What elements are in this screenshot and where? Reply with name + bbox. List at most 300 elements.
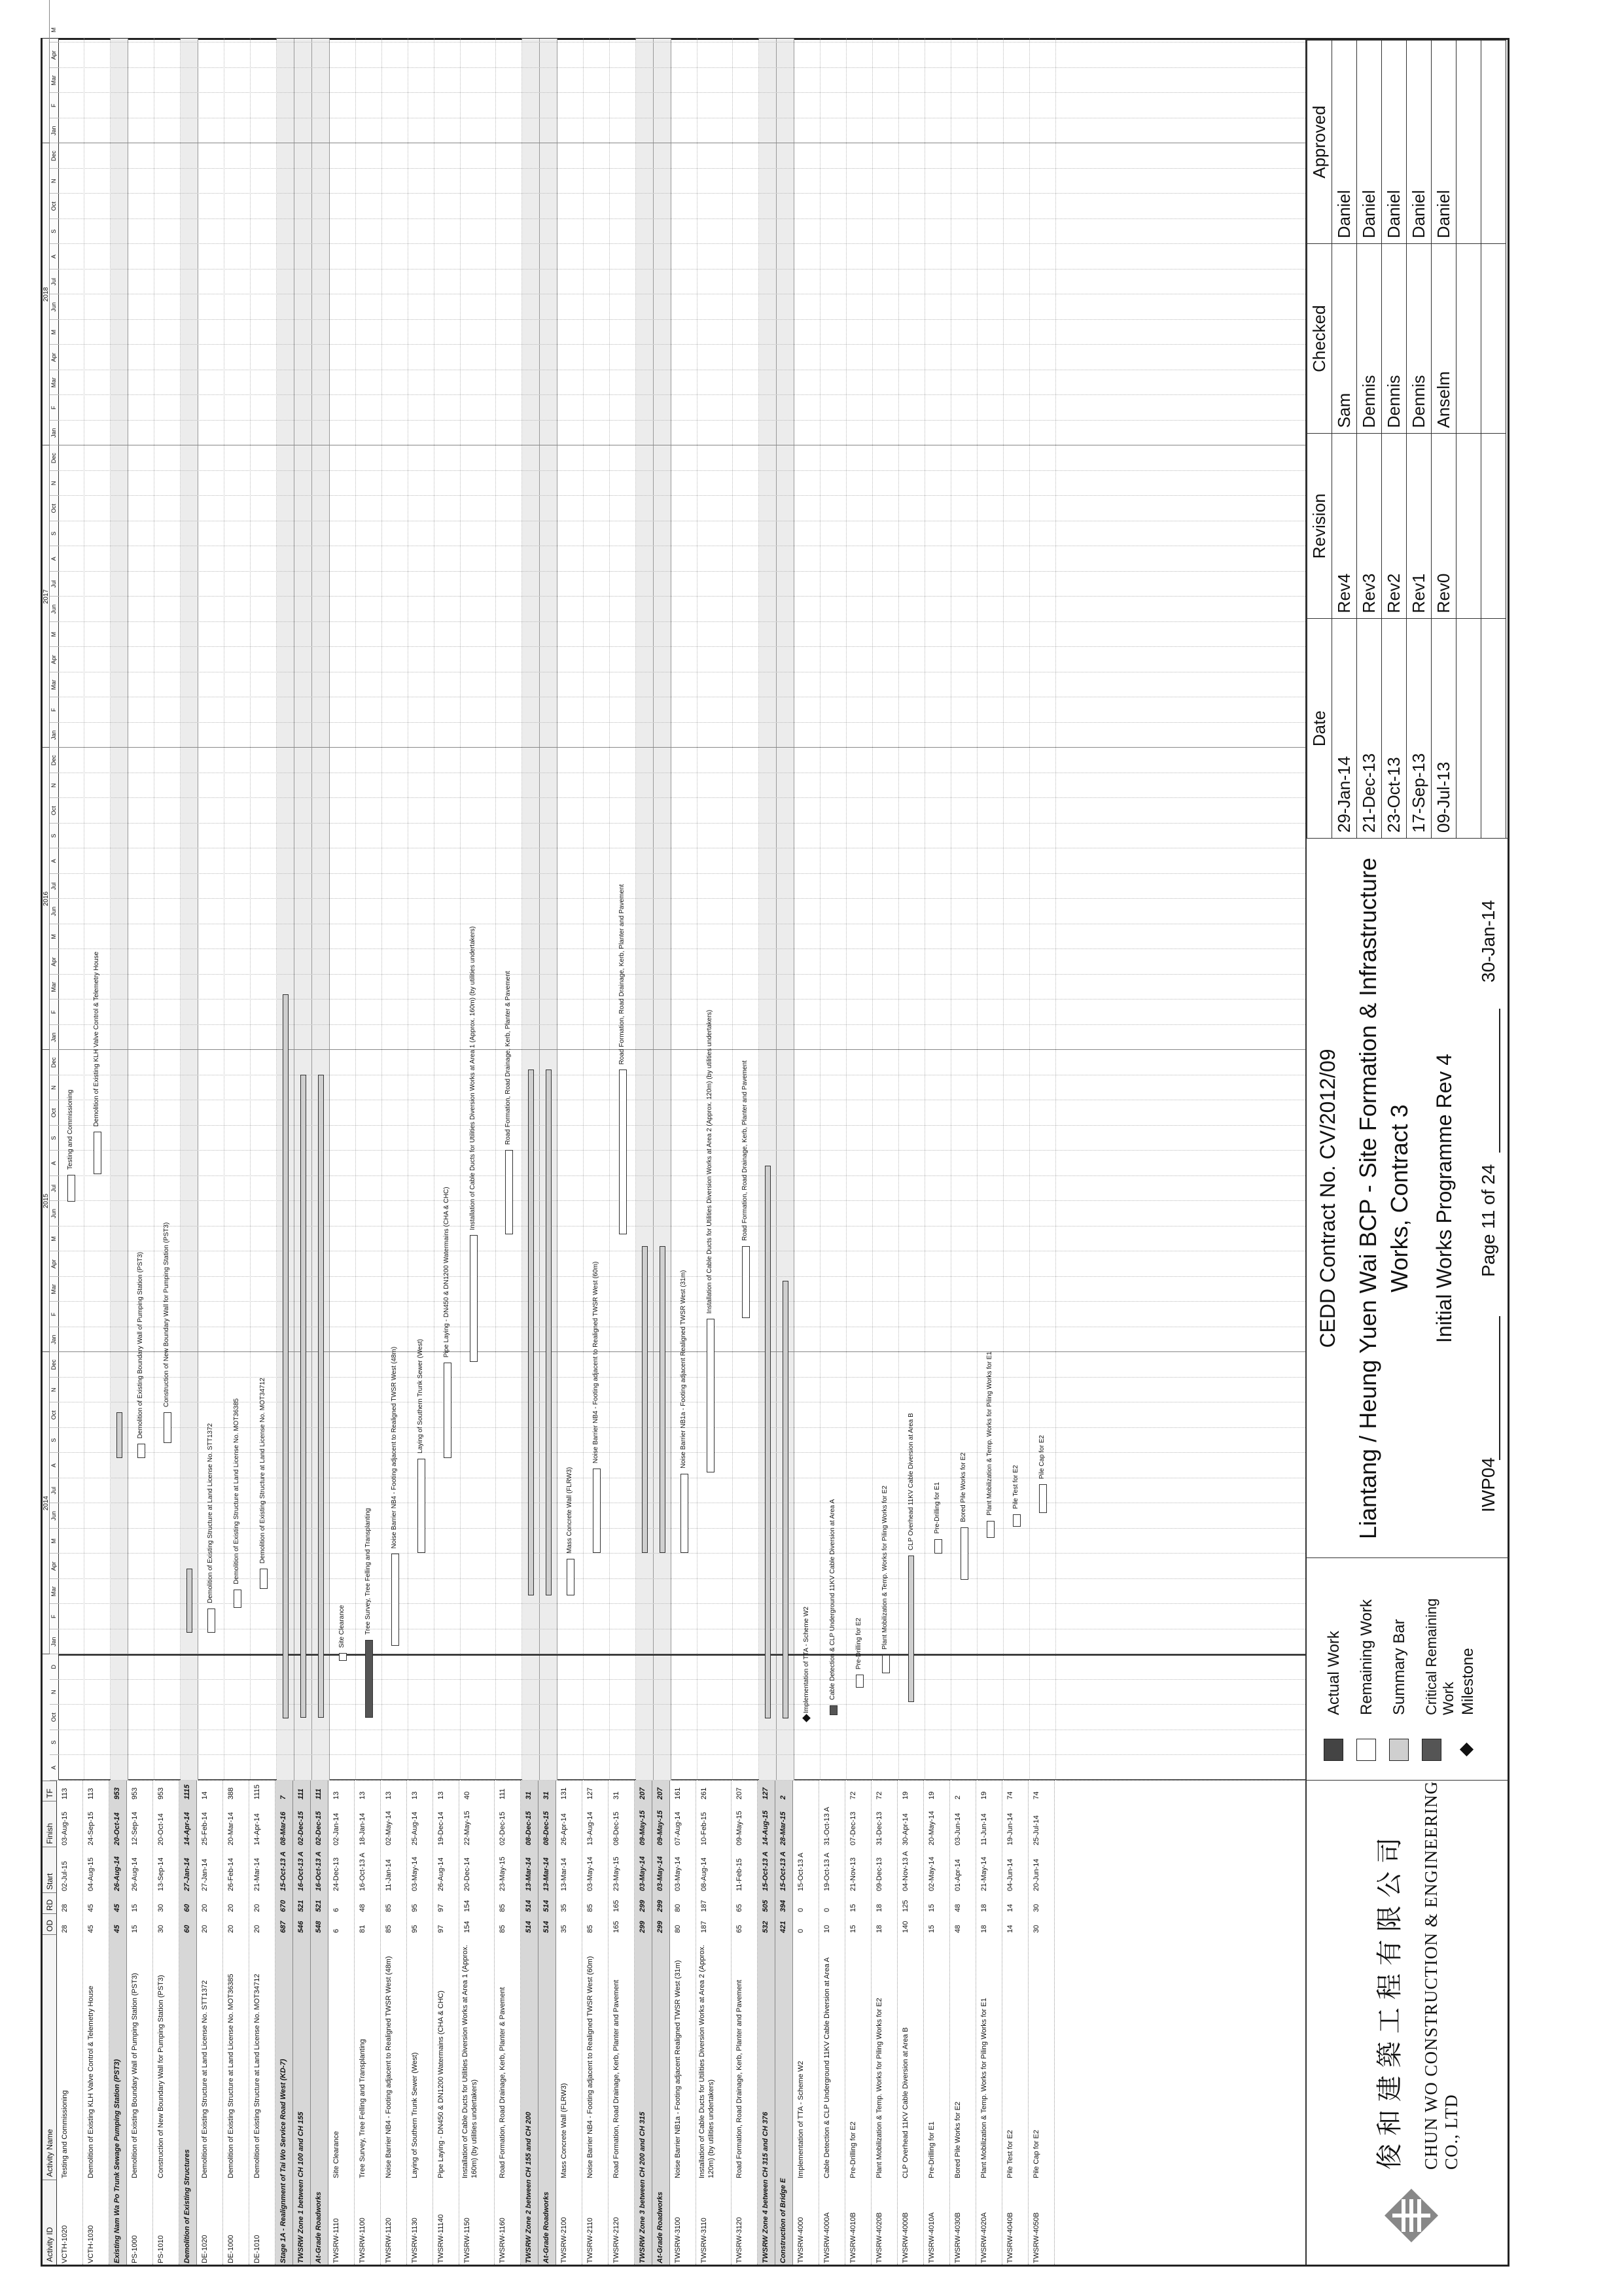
gridline (58, 143, 1305, 144)
cell-od: 140 (902, 1921, 909, 1933)
cell-tf: 72 (875, 1791, 883, 1800)
cell-tf: 72 (849, 1791, 857, 1800)
cell-tf: 953 (131, 1787, 139, 1800)
cell-tf: 31 (612, 1791, 620, 1800)
bar-label: Noise Barrier NB4 - Footing adjacent to Realigned TWSR West (60m) (592, 1261, 599, 1464)
print-date: 30-Jan-14 (1478, 899, 1498, 983)
timescale-month: M (50, 622, 58, 648)
col-header-activity-id: Activity ID (43, 2180, 57, 2265)
cell-od: 81 (359, 1924, 366, 1933)
cell-finish: 31-Dec-13 (875, 1811, 883, 1845)
timescale-month: Apr (50, 648, 58, 673)
gridline (58, 1175, 1305, 1176)
activity-row (556, 1781, 582, 2265)
timescale-month: A (50, 245, 58, 270)
rev-cell-checked: Sam (1332, 244, 1357, 434)
rev-cell-approved: Daniel (1432, 41, 1456, 244)
cell-tf: 111 (499, 1788, 506, 1800)
activity-bar (260, 1569, 268, 1588)
cell-start: 21-Nov-13 (849, 1857, 857, 1891)
summary-bar (528, 1070, 534, 1595)
gantt-row (84, 39, 111, 1781)
activity-bar (680, 1474, 688, 1553)
bar-label: Site Clearance (338, 1605, 345, 1648)
summary-bar (116, 1412, 122, 1458)
rev-cell-date: 09-Jul-13 (1432, 619, 1456, 839)
cell-od: 30 (1033, 1924, 1040, 1933)
cell-tf: 2 (954, 1795, 962, 1800)
cell-tf: 31 (525, 1791, 533, 1800)
gantt-row (697, 39, 733, 1781)
cell-tf: 388 (227, 1787, 235, 1800)
timescale-month: F (50, 1302, 58, 1328)
revision-header-row (1307, 41, 1332, 839)
timescale-month: Apr (50, 1554, 58, 1580)
cell-finish: 20-May-14 (928, 1811, 936, 1845)
gridline (58, 1050, 1305, 1051)
cell-od: 0 (797, 1928, 805, 1933)
gantt-row (978, 39, 1004, 1781)
summary-bar (318, 1075, 324, 1718)
cell-name: Site Clearance (332, 2131, 340, 2178)
cell-od: 85 (499, 1924, 506, 1933)
revision-row (1407, 41, 1432, 839)
rev-col-date: Date (1307, 619, 1332, 839)
bar-label: Noise Barrier NB1a - Footing adjacent Realigned TWSR West (31m) (680, 1270, 687, 1469)
cell-tf: 14 (201, 1791, 209, 1800)
cell-rd: 187 (700, 1900, 708, 1912)
cell-id: VCTH-1030 (87, 2225, 95, 2263)
cell-tf (819, 1781, 823, 1800)
bar-label: Road Formation, Road Drainage, Kerb, Planter & Pavement (504, 971, 512, 1145)
bar-label: Tree Survey, Tree Felling and Transplanting (364, 1508, 372, 1635)
gridline (58, 1780, 1305, 1781)
activity-row (355, 1781, 381, 2265)
cell-od: 65 (735, 1924, 743, 1933)
gridline (58, 697, 1305, 698)
cell-finish: 07-Aug-14 (674, 1811, 682, 1845)
wbs-band-row (652, 1781, 670, 2265)
bar-label: Road Formation, Road Drainage, Kerb, Planter and Pavement (741, 1060, 749, 1241)
cell-start: 03-May-14 (656, 1856, 664, 1891)
gridline (58, 546, 1305, 547)
bar-label: Plant Mobilization & Temp. Works for Piling Works for E1 (986, 1351, 993, 1516)
timescale-month: S (50, 824, 58, 849)
cell-name: Pre-Drilling for E2 (849, 2121, 857, 2178)
cell-start: 13-Sep-14 (157, 1857, 165, 1891)
cell-name: Noise Barrier NB1a - Footing adjacent Realigned TWSR West (31m) (674, 1960, 682, 2178)
cell-rd: 65 (735, 1904, 743, 1912)
legend-label-milestone: Milestone (1459, 1648, 1477, 1715)
cell-tf: 13 (359, 1791, 366, 1800)
timescale-month: Jan (50, 723, 58, 748)
cell-rd: 20 (227, 1904, 235, 1912)
legend-critical-work (1418, 1565, 1456, 1761)
bar-label: Pile Test for E2 (1012, 1465, 1019, 1509)
rev-cell-approved: Daniel (1407, 41, 1432, 244)
gantt-chart (43, 27, 1305, 1781)
cell-start: 27-Jan-14 (201, 1858, 209, 1891)
cell-rd: 48 (954, 1904, 962, 1912)
cell-tf: 207 (639, 1787, 646, 1800)
cell-rd: 521 (297, 1900, 305, 1912)
rev-cell-approved: Daniel (1357, 41, 1382, 244)
activity-bar (856, 1675, 864, 1688)
cell-finish: 02-May-14 (385, 1811, 393, 1845)
cell-od: 85 (385, 1924, 393, 1933)
rev-cell-checked: Dennis (1382, 244, 1407, 434)
activity-row (582, 1781, 609, 2265)
cell-id: TWSRW-3100 (674, 2217, 682, 2263)
rev-cell-date: 29-Jan-14 (1332, 619, 1357, 839)
activity-row (670, 1781, 696, 2265)
cell-finish: 20-Oct-14 (157, 1813, 165, 1845)
timescale-month: F (50, 1000, 58, 1026)
activity-bar (707, 1319, 715, 1472)
cell-finish: 09-May-15 (639, 1810, 646, 1845)
gridline (58, 1125, 1305, 1126)
timescale-month: Jan (50, 1025, 58, 1051)
bar-label: Pre-Drilling for E1 (934, 1482, 941, 1534)
wbs-band-row (758, 1781, 775, 2265)
col-header-rd: RD (43, 1892, 57, 1913)
timescale-month: S (50, 1126, 58, 1151)
cell-rd: 514 (542, 1900, 550, 1912)
activity-row (127, 1781, 153, 2265)
cell-id: TWSRW-4040B (1006, 2212, 1014, 2263)
cell-start: 03-May-14 (586, 1856, 594, 1891)
timescale-month: Mar (50, 975, 58, 1000)
gridline (58, 269, 1305, 270)
cell-rd: 97 (437, 1904, 445, 1912)
cell-finish: 09-May-15 (656, 1810, 664, 1845)
cell-start: 04-Nov-13 A (902, 1851, 909, 1891)
bar-label: Installation of Cable Ducts for Utilities Diversion Works at Area 1 (Approx. 160m) (by utilities undertakers) (469, 926, 476, 1230)
cell-id: Construction of Bridge E (779, 2178, 787, 2263)
cell-rd: 6 (332, 1907, 340, 1912)
cell-tf: 19 (928, 1791, 936, 1800)
cell-od: 14 (1006, 1924, 1014, 1933)
cell-id: Stage 1A - Realignment of Tai Wo Service Road West (KD-7) (279, 2059, 287, 2263)
wbs-band-row (275, 1781, 293, 2265)
cell-id: PS-1010 (157, 2235, 165, 2263)
timescale-month: S (50, 521, 58, 547)
legend-summary-bar (1385, 1565, 1411, 1761)
cell-name: Noise Barrier NB4 - Footing adjacent to Realigned TWSR West (60m) (586, 1956, 594, 2178)
cell-finish: 24-Sep-15 (87, 1811, 95, 1845)
cell-name: Pile Test for E2 (1006, 2130, 1014, 2178)
cell-finish: 11-Jun-14 (980, 1813, 988, 1845)
cell-od: 35 (560, 1924, 568, 1933)
timescale-month: Mar (50, 370, 58, 396)
cell-finish: 26-Apr-14 (560, 1813, 568, 1845)
cell-name: Bored Pile Works for E2 (954, 2101, 962, 2178)
bar-label: Pile Cap for E2 (1038, 1435, 1046, 1480)
timescale-year: 2018 (43, 144, 50, 446)
bar-label: Demolition of Existing Structure at Land License No. MOT34712 (259, 1378, 266, 1564)
cell-od: 421 (779, 1921, 787, 1933)
rev-cell-checked (1456, 244, 1481, 434)
revision-row (1332, 41, 1357, 839)
cell-start: 03-May-14 (674, 1856, 682, 1891)
gridline (58, 420, 1305, 421)
cell-finish: 30-Apr-14 (902, 1813, 909, 1845)
cell-finish: 28-Mar-15 (779, 1811, 787, 1845)
timescale-month: Dec (50, 1051, 58, 1076)
cell-start: 04-Jun-14 (1006, 1858, 1014, 1891)
cell-id: VCTH-1020 (61, 2225, 69, 2263)
gantt-row (794, 39, 821, 1781)
rev-cell-date (1456, 619, 1481, 839)
cell-od: 514 (525, 1921, 533, 1933)
activity-row (328, 1781, 355, 2265)
cell-id: PS-1000 (131, 2235, 139, 2263)
cell-tf: 161 (674, 1787, 682, 1800)
activity-row (609, 1781, 635, 2265)
rev-col-approved: Approved (1307, 41, 1332, 244)
activity-bar (67, 1175, 75, 1201)
cell-start: 15-Oct-13 A (279, 1851, 287, 1891)
timescale-month: F (50, 698, 58, 723)
cell-start: 02-May-14 (928, 1856, 936, 1891)
rev-cell-revision: Rev4 (1332, 434, 1357, 619)
cell-id: TWSRW-3110 (700, 2218, 708, 2263)
gridline (58, 873, 1305, 874)
cell-start: 26-Feb-14 (227, 1858, 235, 1891)
cell-tf: 207 (656, 1787, 664, 1800)
cell-rd: 15 (131, 1904, 139, 1912)
cell-tf: 1115 (253, 1784, 261, 1800)
cell-start: 09-Dec-13 (875, 1857, 883, 1891)
cell-name: Implementation of TTA - Scheme W2 (797, 2061, 805, 2178)
cell-name: Demolition of Existing Structure at Land License No. STT1372 (201, 1980, 209, 2178)
timescale-month: N (50, 773, 58, 799)
timescale-month: M (50, 320, 58, 345)
gridline (58, 1654, 1305, 1655)
activity-bar (417, 1459, 425, 1553)
rev-cell-date: 23-Oct-13 (1382, 619, 1407, 839)
rev-col-revision: Revision (1307, 434, 1332, 619)
timescale-month: S (50, 219, 58, 245)
cell-od: 18 (875, 1924, 883, 1933)
cell-name: Installation of Cable Ducts for Utilities Diversion Works at Area 1 (Approx. 160m) (by utilities undertakers) (461, 1945, 478, 2178)
cell-start: 26-Aug-14 (437, 1857, 445, 1891)
activity-row (83, 1781, 109, 2265)
gantt-row (154, 39, 181, 1781)
cell-rd: 85 (499, 1904, 506, 1912)
legend-label-remaining: Remaining Work (1358, 1599, 1375, 1715)
cell-name: Laying of Southern Trunk Sewer (West) (411, 2052, 419, 2178)
cell-rd: 514 (525, 1900, 533, 1912)
cell-od: 97 (437, 1924, 445, 1933)
timescale-month: Jun (50, 1202, 58, 1227)
activity-bar (391, 1554, 399, 1645)
cell-od: 80 (674, 1924, 682, 1933)
timescale-month: M (50, 1226, 58, 1252)
legend-actual-work (1320, 1565, 1346, 1761)
cell-name: Road Formation, Road Drainage, Kerb, Planter & Pavement (499, 1987, 506, 2178)
cell-finish: 12-Sep-14 (131, 1811, 139, 1845)
cell-tf (793, 1781, 797, 1800)
timescale-month: Jul (50, 874, 58, 899)
timescale-month: Mar (50, 68, 58, 94)
cell-rd: 394 (779, 1900, 787, 1912)
activity-bar (94, 1132, 101, 1174)
activity-bar (742, 1246, 750, 1318)
activity-row (153, 1781, 179, 2265)
cell-finish: 09-May-15 (735, 1811, 743, 1845)
cell-id: TWSRW-1100 (359, 2218, 366, 2263)
company-logo (1382, 2186, 1441, 2245)
contract-number: CEDD Contract No. CV/2012/09 (1316, 1049, 1339, 1348)
rev-cell-revision (1456, 434, 1481, 619)
cell-od: 687 (279, 1921, 287, 1933)
cell-finish: 31-Oct-13 A (823, 1807, 831, 1845)
activity-bar (234, 1590, 241, 1608)
rev-cell-approved: Daniel (1332, 41, 1357, 244)
timescale-month: Oct (50, 1101, 58, 1126)
rev-cell-checked (1481, 244, 1506, 434)
col-header-finish: Finish (43, 1801, 57, 1847)
cell-rd: 20 (253, 1904, 261, 1912)
drawing-frame (41, 27, 1509, 2267)
summary-bar (908, 1556, 914, 1702)
cell-od: 532 (762, 1921, 769, 1933)
cell-rd: 20 (201, 1904, 209, 1912)
cell-id: DE-1020 (201, 2235, 209, 2263)
rev-cell-date: 17-Sep-13 (1407, 619, 1432, 839)
cell-od: 15 (928, 1924, 936, 1933)
cell-start: 11-Feb-15 (735, 1858, 743, 1891)
timescale-month: Jun (50, 597, 58, 623)
cell-finish: 08-Mar-16 (279, 1811, 287, 1845)
cell-name: Installation of Cable Ducts for Utilities Diversion Works at Area 2 (Approx. 120m) (by utilities undertakers) (698, 1945, 715, 2178)
timescale-month: Apr (50, 950, 58, 975)
cell-name: Tree Survey, Tree Felling and Transplanting (359, 2039, 366, 2178)
cell-name: Mass Concrete Wall (FLRW3) (560, 2083, 568, 2178)
rev-cell-revision: Rev0 (1432, 434, 1456, 619)
cell-finish: 25-Feb-14 (201, 1812, 209, 1845)
gridline (58, 1201, 1305, 1202)
project-title-box (1307, 838, 1509, 1558)
cell-od: 30 (157, 1924, 165, 1933)
bar-label: Bored Pile Works for E2 (960, 1452, 967, 1522)
cell-finish: 22-May-15 (463, 1811, 471, 1845)
cell-finish: 19-Dec-14 (437, 1811, 445, 1845)
activity-bar (1013, 1514, 1021, 1527)
activity-bar (934, 1539, 942, 1554)
timescale-month: Jul (50, 572, 58, 597)
cell-rd: 15 (928, 1904, 936, 1912)
cell-name: Construction of New Boundary Wall for Pumping Station (PST3) (157, 1975, 165, 2178)
cell-rd: 18 (980, 1904, 988, 1912)
timescale-month: D (50, 1655, 58, 1680)
cell-start: 26-Aug-14 (131, 1857, 139, 1891)
milestone-diamond-icon (1460, 1743, 1474, 1756)
cell-finish: 02-Dec-15 (297, 1811, 305, 1845)
cell-finish: 07-Dec-13 (849, 1811, 857, 1845)
gantt-row (461, 39, 496, 1781)
timescale-year: 2015 (43, 1051, 50, 1353)
rev-cell-date (1481, 619, 1506, 839)
cell-start: 15-Oct-13 A (797, 1852, 805, 1891)
cell-rd: 30 (1033, 1904, 1040, 1912)
timescale-month: S (50, 1730, 58, 1756)
timescale-month: N (50, 1680, 58, 1705)
cell-rd: 299 (656, 1900, 664, 1912)
wbs-band-row (293, 1781, 311, 2265)
cell-id: Demolition of Existing Structures (183, 2149, 191, 2263)
timescale-month: M (50, 924, 58, 950)
cell-tf: 40 (463, 1791, 471, 1800)
cell-od: 15 (131, 1924, 139, 1933)
bar-label: Demolition of Existing KLH Valve Control & Telemetry House (93, 951, 100, 1127)
legend-label-summary: Summary Bar (1390, 1619, 1408, 1715)
gridline (58, 244, 1305, 245)
bar-label: Testing and Commissioning (67, 1089, 74, 1170)
timescale-month: A (50, 1453, 58, 1479)
timescale-month: A (50, 849, 58, 875)
cell-od: 20 (201, 1924, 209, 1933)
activity-bar (339, 1653, 347, 1660)
gantt-row (128, 39, 154, 1781)
activity-row (950, 1781, 976, 2265)
cell-tf: 113 (87, 1788, 95, 1800)
cell-finish: 02-Dec-15 (499, 1811, 506, 1845)
cell-start: 01-Apr-14 (954, 1859, 962, 1891)
cell-od: 18 (980, 1924, 988, 1933)
activity-row (793, 1781, 819, 2265)
activity-row (407, 1781, 433, 2265)
cell-rd: 45 (113, 1904, 121, 1912)
summary-bar (546, 1070, 552, 1595)
cell-id: DE-1010 (253, 2235, 261, 2263)
cell-id: TWSRW-2120 (612, 2217, 620, 2263)
cell-name: Plant Mobilization & Temp. Works for Piling Works for E2 (875, 1998, 883, 2178)
cell-start: 13-Mar-14 (560, 1858, 568, 1891)
cell-id: TWSRW-1130 (411, 2218, 419, 2263)
timescale-month: Jun (50, 899, 58, 925)
cell-name: Demolition of Existing Boundary Wall of Pumping Station (PST3) (131, 1973, 139, 2178)
timescale-month: Oct (50, 496, 58, 522)
project-title-line-2: Works, Contract 3 (1386, 1104, 1413, 1293)
activity-bar (137, 1444, 145, 1458)
bar-label: Construction of New Boundary Wall for Pumping Station (PST3) (163, 1222, 170, 1408)
bar-label: Mass Concrete Wall (FLRW3) (566, 1467, 573, 1554)
cell-rd: 15 (849, 1904, 857, 1912)
cell-finish: 03-Aug-15 (61, 1811, 69, 1845)
cell-tf: 13 (437, 1791, 445, 1800)
activity-row (57, 1781, 83, 2265)
rev-cell-checked: Dennis (1357, 244, 1382, 434)
bar-label: Plant Mobilization & Temp. Works for Piling Works for E2 (881, 1486, 889, 1650)
gridline (58, 647, 1305, 648)
revision-row (1382, 41, 1407, 839)
cell-start: 15-Oct-13 A (779, 1851, 787, 1891)
bar-label: Pipe Laying - DN450 & DN1200 Watermains (CHA & CHC) (443, 1187, 450, 1358)
cell-name: Demolition of Existing Structure at Land License No. MOT36385 (227, 1974, 235, 2178)
legend-swatch-remaining (1356, 1739, 1376, 1761)
cell-start: 16-Oct-13 A (315, 1851, 323, 1891)
legend-label-critical: Critical Remaining Work (1423, 1598, 1456, 1715)
cell-id: TWSRW Zone 2 between CH 155 and CH 200 (525, 2112, 533, 2263)
cell-tf: 2 (779, 1795, 787, 1800)
cell-od: 154 (463, 1921, 471, 1933)
cell-start: 23-May-15 (612, 1856, 620, 1891)
cell-tf: 953 (113, 1787, 121, 1800)
timescale-month: S (50, 1428, 58, 1453)
cell-rd: 60 (183, 1904, 191, 1912)
